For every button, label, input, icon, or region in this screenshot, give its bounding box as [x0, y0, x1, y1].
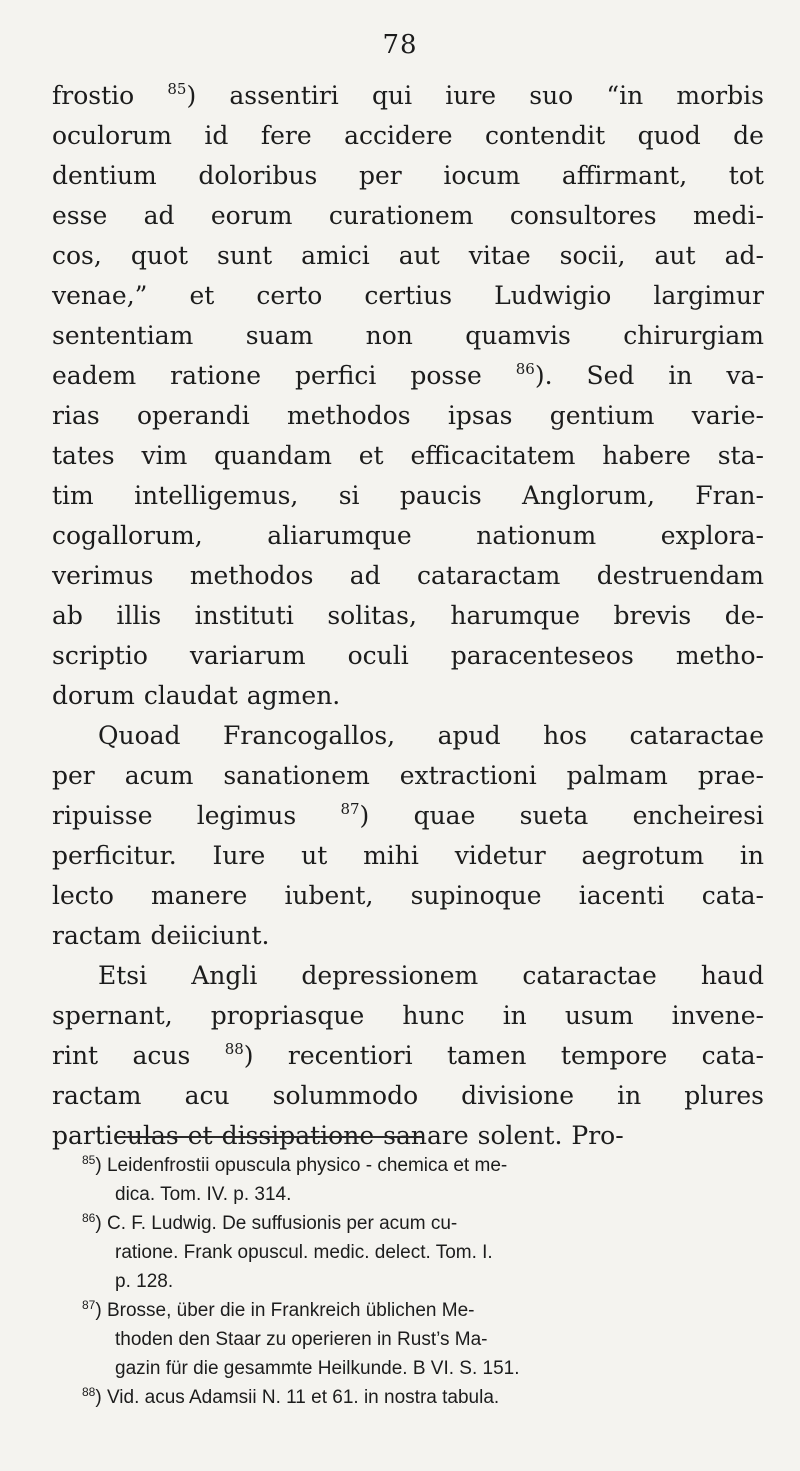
word: chirurgiam	[623, 321, 764, 350]
word: intelligemus,	[134, 481, 299, 510]
footnote-reference: $^{88}$)	[224, 1040, 254, 1070]
word: in	[502, 1001, 527, 1030]
word: operandi	[136, 401, 250, 430]
text-line	[52, 836, 764, 876]
text-line	[52, 236, 764, 276]
text-line	[52, 396, 764, 436]
word: mihi	[363, 841, 419, 870]
word: prae-	[697, 761, 764, 790]
word: cata-	[701, 881, 764, 910]
text-line	[52, 636, 764, 676]
text-line	[52, 996, 764, 1036]
word: Anglorum,	[521, 481, 655, 510]
word: oculi	[347, 641, 409, 670]
footnote-marker: 87	[82, 1298, 96, 1312]
text-line	[52, 1036, 764, 1076]
word: cogallorum,	[52, 521, 203, 550]
word: vitae	[468, 241, 531, 270]
text-line	[52, 676, 764, 716]
footnote: $^{85}$) Leidenfrostii opuscula physico - chemica et me- dica. Tom. IV. p. 314.	[82, 1153, 508, 1205]
word: sueta	[519, 801, 589, 830]
text-line	[52, 916, 764, 956]
word: sunt	[217, 241, 273, 270]
word: cataractam	[417, 561, 561, 590]
word: acum	[124, 761, 194, 790]
footnote-divider	[115, 1136, 423, 1138]
footnotes	[82, 1151, 742, 1412]
word: id	[204, 121, 229, 150]
word: in	[668, 361, 693, 390]
word: legimus	[196, 801, 297, 830]
word: Pro-	[571, 1121, 624, 1150]
word: suam	[245, 321, 314, 350]
word: agmen.	[246, 681, 341, 710]
footnote-text: Brosse, über die in Frankreich üblichen Me-	[106, 1300, 475, 1321]
text-line	[52, 876, 764, 916]
footnote-text: Leidenfrostii opuscula physico - chemica et me-	[106, 1155, 508, 1176]
word: si	[338, 481, 360, 510]
word: Fran-	[695, 481, 764, 510]
word: affirmant,	[561, 161, 688, 190]
word: aut	[654, 241, 696, 270]
word: recentiori	[287, 1041, 413, 1070]
word: ractam	[52, 1081, 142, 1110]
word: qui	[371, 81, 413, 110]
footnote: $^{87}$) Brosse, über die in Frankreich üblichen Me- thoden den Staar zu operieren in Rust’s Ma- gazin für die gesammte Heilkunde. B VI. S. 151.	[82, 1298, 520, 1379]
page-number: 78	[382, 30, 418, 60]
word: acus	[132, 1041, 191, 1070]
word: vim	[141, 441, 188, 470]
word: iacenti	[578, 881, 665, 910]
word: eorum	[210, 201, 293, 230]
word: Francogallos,	[223, 721, 396, 750]
text-line	[52, 276, 764, 316]
word: harumque	[450, 601, 581, 630]
word: largimur	[653, 281, 764, 310]
word: plures	[684, 1081, 764, 1110]
word: methodos	[287, 401, 411, 430]
word: perfici	[294, 361, 377, 390]
word: medi-	[693, 201, 764, 230]
word: ab	[52, 601, 83, 630]
word: nationum	[476, 521, 597, 550]
word: Quoad	[98, 721, 181, 750]
word: esse	[52, 201, 108, 230]
word: metho-	[675, 641, 764, 670]
word: propriasque	[210, 1001, 365, 1030]
word: tim	[52, 481, 94, 510]
footnote: $^{88}$) Vid. acus Adamsii N. 11 et 61. in nostra tabula.	[82, 1385, 500, 1408]
footnote-text: Vid. acus Adamsii N. 11 et 61. in nostra tabula.	[106, 1387, 500, 1408]
footnote-text: gazin für die gesammte Heilkunde. B VI. S. 151.	[115, 1358, 520, 1379]
text-line	[52, 156, 764, 196]
word: explora-	[660, 521, 764, 550]
word: doloribus	[198, 161, 318, 190]
word: invene-	[671, 1001, 764, 1030]
word: instituti	[194, 601, 294, 630]
word: ad	[143, 201, 175, 230]
word: eadem	[52, 361, 137, 390]
word: sanationem	[223, 761, 370, 790]
word: Etsi	[98, 961, 148, 990]
word: per	[358, 161, 402, 190]
word: frostio	[52, 81, 135, 110]
word: tamen	[446, 1041, 527, 1070]
word: verimus	[52, 561, 154, 590]
word: dentium	[52, 161, 157, 190]
word: ripuisse	[52, 801, 153, 830]
word: depressionem	[301, 961, 479, 990]
word: consultores	[509, 201, 657, 230]
word: destruendam	[596, 561, 764, 590]
word: cataractae	[629, 721, 764, 750]
text-line	[52, 956, 764, 996]
word: methodos	[189, 561, 314, 590]
word: haud	[700, 961, 764, 990]
word: Iure	[212, 841, 266, 870]
word: perficitur.	[52, 841, 177, 870]
word: dissipatione	[221, 1121, 375, 1150]
word: hunc	[402, 1001, 465, 1030]
word: quae	[413, 801, 476, 830]
word: iocum	[443, 161, 521, 190]
word: morbis	[676, 81, 764, 110]
word: apud	[437, 721, 501, 750]
word: tot	[728, 161, 764, 190]
word: Sed	[586, 361, 635, 390]
text-line	[52, 436, 764, 476]
word: accidere	[344, 121, 453, 150]
word: deiiciunt.	[150, 921, 270, 950]
text-line	[52, 516, 764, 556]
word: non	[365, 321, 413, 350]
word: varie-	[691, 401, 764, 430]
word: encheiresi	[632, 801, 764, 830]
word: tempore	[560, 1041, 668, 1070]
footnote-text: p. 128.	[115, 1271, 174, 1292]
word: in	[617, 1081, 642, 1110]
word: Angli	[191, 961, 258, 990]
word: videtur	[454, 841, 546, 870]
word: aliarumque	[267, 521, 412, 550]
word: sta-	[717, 441, 764, 470]
word: ratione	[170, 361, 262, 390]
text-line	[52, 796, 764, 836]
word: cos,	[52, 241, 102, 270]
footnote-reference: $^{86}$).	[515, 360, 553, 390]
word: socii,	[559, 241, 626, 270]
word: dorum	[52, 681, 135, 710]
footnote-text: C. F. Ludwig. De suffusionis per acum cu-	[106, 1213, 458, 1234]
word: extractioni	[399, 761, 537, 790]
word: ractam	[52, 921, 142, 950]
word: solummodo	[272, 1081, 419, 1110]
word: quamvis	[465, 321, 571, 350]
word: et	[358, 441, 384, 470]
word: particulas	[52, 1121, 179, 1150]
word: iure	[445, 81, 497, 110]
text-line	[52, 1076, 764, 1116]
word: per	[52, 761, 95, 790]
word: variarum	[189, 641, 306, 670]
footnote: $^{86}$) C. F. Ludwig. De suffusionis per acum cu- ratione. Frank opuscul. medic. delect. Tom. I. p. 128.	[82, 1211, 493, 1292]
text-line	[52, 556, 764, 596]
word: de	[733, 121, 764, 150]
word: iubent,	[284, 881, 374, 910]
word: brevis	[613, 601, 692, 630]
word: suo	[529, 81, 574, 110]
word: quod	[637, 121, 701, 150]
word: usum	[564, 1001, 634, 1030]
word: et	[189, 281, 215, 310]
footnote-text: thoden den Staar zu operieren in Rust’s Ma-	[115, 1329, 488, 1350]
word: manere	[151, 881, 248, 910]
word: aegrotum	[581, 841, 705, 870]
text-line	[52, 756, 764, 796]
word: sanare	[383, 1121, 469, 1150]
text-line	[52, 116, 764, 156]
word: assentiri	[229, 81, 339, 110]
word: quandam	[214, 441, 332, 470]
word: fere	[260, 121, 312, 150]
word: illis	[116, 601, 162, 630]
word: amici	[301, 241, 370, 270]
footnote-marker: 86	[82, 1211, 96, 1225]
word: curationem	[328, 201, 474, 230]
word: “in	[606, 81, 644, 110]
word: oculorum	[52, 121, 172, 150]
word: lecto	[52, 881, 114, 910]
footnote-marker: 85	[82, 1153, 96, 1167]
word: cata-	[701, 1041, 764, 1070]
word: gentium	[549, 401, 655, 430]
word: scriptio	[52, 641, 148, 670]
text-line	[52, 356, 764, 396]
word: cataractae	[522, 961, 657, 990]
footnote-reference: $^{85}$)	[167, 80, 197, 110]
word: in	[739, 841, 764, 870]
word: contendit	[484, 121, 606, 150]
word: solitas,	[327, 601, 417, 630]
word: certo	[256, 281, 323, 310]
text-line	[52, 316, 764, 356]
footnote-reference: $^{87}$)	[340, 800, 370, 830]
footnote-marker: 88	[82, 1385, 96, 1399]
body-text	[52, 76, 764, 1156]
word: posse	[410, 361, 482, 390]
word: sententiam	[52, 321, 194, 350]
word: habere	[602, 441, 691, 470]
word: Ludwigio	[494, 281, 612, 310]
word: et	[187, 1121, 213, 1150]
text-line	[52, 76, 764, 116]
word: hos	[543, 721, 588, 750]
word: ut	[301, 841, 328, 870]
word: supinoque	[410, 881, 542, 910]
word: efficacitatem	[410, 441, 576, 470]
word: tates	[52, 441, 115, 470]
word: divisione	[461, 1081, 575, 1110]
word: acu	[184, 1081, 230, 1110]
word: spernant,	[52, 1001, 173, 1030]
word: paracenteseos	[450, 641, 634, 670]
word: aut	[398, 241, 440, 270]
text-line	[52, 716, 764, 756]
text-line	[52, 196, 764, 236]
word: solent.	[477, 1121, 563, 1150]
word: ad-	[724, 241, 764, 270]
word: rint	[52, 1041, 99, 1070]
word: quot	[130, 241, 189, 270]
word: venae,”	[52, 281, 148, 310]
word: ad	[349, 561, 381, 590]
footnote-text: ratione. Frank opuscul. medic. delect. Tom. I.	[115, 1242, 493, 1263]
word: paucis	[399, 481, 482, 510]
word: ipsas	[447, 401, 513, 430]
word: claudat	[143, 681, 238, 710]
text-line	[52, 476, 764, 516]
footnote-text: dica. Tom. IV. p. 314.	[115, 1184, 292, 1205]
word: de-	[724, 601, 764, 630]
word: palmam	[566, 761, 668, 790]
text-line	[52, 596, 764, 636]
word: certius	[364, 281, 453, 310]
word: va-	[726, 361, 764, 390]
word: rias	[52, 401, 100, 430]
